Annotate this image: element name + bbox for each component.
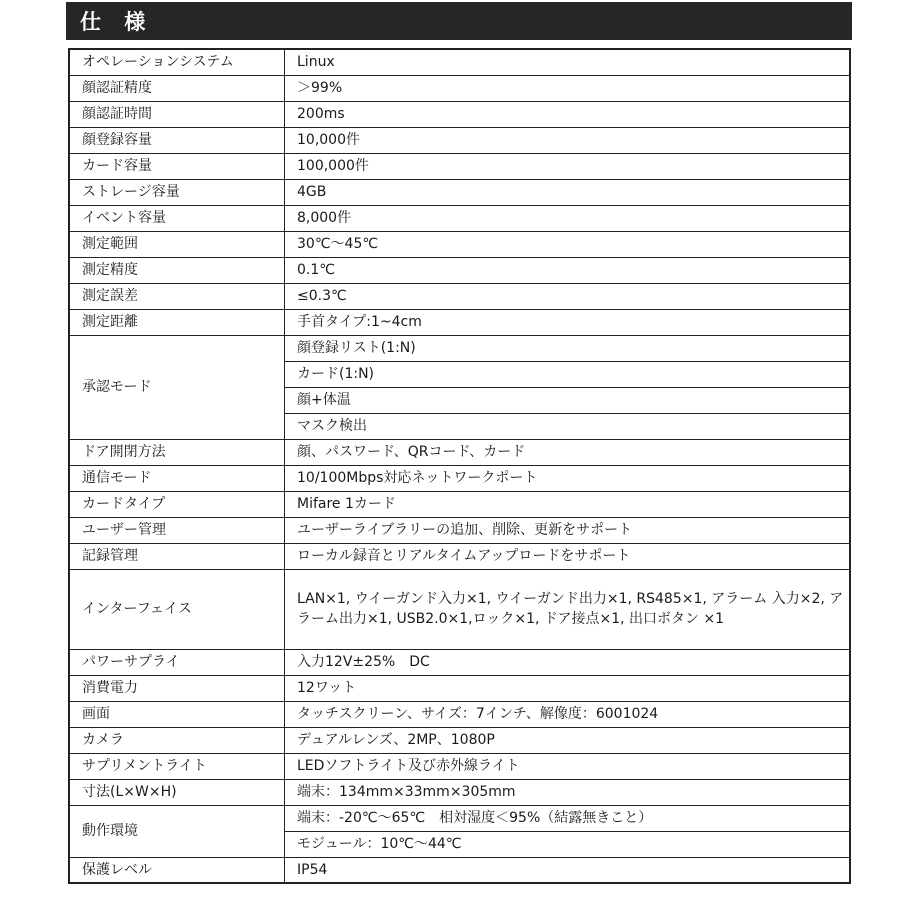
spec-label: 寸法(L×W×H) <box>69 779 285 805</box>
spec-value: デュアルレンズ、2MP、1080P <box>285 727 851 753</box>
spec-value: ≤0.3℃ <box>285 283 851 309</box>
spec-value: Linux <box>285 49 851 75</box>
spec-value: 顔+体温 <box>285 387 851 413</box>
spec-value: マスク検出 <box>285 413 851 439</box>
spec-label: イベント容量 <box>69 205 285 231</box>
spec-value: 200ms <box>285 101 851 127</box>
table-row <box>69 675 850 701</box>
table-row <box>69 805 850 831</box>
table-row <box>69 153 850 179</box>
spec-label: カード容量 <box>69 153 285 179</box>
spec-label: カメラ <box>69 727 285 753</box>
table-row <box>69 49 850 75</box>
table-row <box>69 491 850 517</box>
spec-value: 10,000件 <box>285 127 851 153</box>
spec-label: インターフェイス <box>69 569 285 649</box>
table-row <box>69 439 850 465</box>
spec-label: ストレージ容量 <box>69 179 285 205</box>
table-row <box>69 649 850 675</box>
spec-label: カードタイプ <box>69 491 285 517</box>
spec-label: 承認モード <box>69 335 285 439</box>
spec-label: 測定範囲 <box>69 231 285 257</box>
spec-value: 0.1℃ <box>285 257 851 283</box>
table-row <box>69 205 850 231</box>
section-header <box>66 2 852 40</box>
spec-value: 100,000件 <box>285 153 851 179</box>
spec-label: ドア開閉方法 <box>69 439 285 465</box>
table-row <box>69 569 850 649</box>
table-row <box>69 231 850 257</box>
spec-label: 顔認証精度 <box>69 75 285 101</box>
spec-value: ユーザーライブラリーの追加、削除、更新をサポート <box>285 517 851 543</box>
spec-value: ローカル録音とリアルタイムアップロードをサポート <box>285 543 851 569</box>
spec-label: サプリメントライト <box>69 753 285 779</box>
table-row <box>69 857 850 883</box>
spec-label: 保護レベル <box>69 857 285 883</box>
spec-value: 入力12V±25% DC <box>285 649 851 675</box>
spec-value: カード(1:N) <box>285 361 851 387</box>
spec-value: Mifare 1カード <box>285 491 851 517</box>
table-row <box>69 517 850 543</box>
table-row <box>69 727 850 753</box>
spec-value: 端末：134mm×33mm×305mm <box>285 779 851 805</box>
spec-label: 消費電力 <box>69 675 285 701</box>
table-row <box>69 101 850 127</box>
spec-value: 30℃～45℃ <box>285 231 851 257</box>
spec-value: 12ワット <box>285 675 851 701</box>
spec-value: 顔、パスワード、QRコード、カード <box>285 439 851 465</box>
table-row <box>69 753 850 779</box>
spec-label: オペレーションシステム <box>69 49 285 75</box>
spec-value: 10/100Mbps対応ネットワークポート <box>285 465 851 491</box>
spec-label: 顔登録容量 <box>69 127 285 153</box>
section-title: 仕 様 <box>80 10 154 34</box>
table-row <box>69 309 850 335</box>
spec-value: 4GB <box>285 179 851 205</box>
spec-label: 測定誤差 <box>69 283 285 309</box>
spec-value: 顔登録リスト(1:N) <box>285 335 851 361</box>
spec-label: 記録管理 <box>69 543 285 569</box>
spec-label: 測定距離 <box>69 309 285 335</box>
table-row <box>69 283 850 309</box>
spec-value: 端末：-20℃～65℃ 相対湿度＜95%（結露無きこと） <box>285 805 851 831</box>
table-row <box>69 335 850 361</box>
spec-label: 通信モード <box>69 465 285 491</box>
table-row <box>69 701 850 727</box>
table-row <box>69 75 850 101</box>
spec-label: パワーサプライ <box>69 649 285 675</box>
spec-value: 手首タイプ:1~4cm <box>285 309 851 335</box>
spec-value: ＞99% <box>285 75 851 101</box>
spec-table <box>68 48 851 884</box>
spec-label: ユーザー管理 <box>69 517 285 543</box>
spec-value: LAN×1, ウイーガンド入力×1, ウイーガンド出力×1, RS485×1, アラーム 入力×2, アラーム出力×1, USB2.0×1,ロック×1, ドア接点×1, 出口ボタン ×1 <box>285 569 851 649</box>
table-row <box>69 465 850 491</box>
spec-value: 8,000件 <box>285 205 851 231</box>
spec-value: LEDソフトライト及び赤外線ライト <box>285 753 851 779</box>
table-row <box>69 257 850 283</box>
spec-label: 顔認証時間 <box>69 101 285 127</box>
table-row <box>69 543 850 569</box>
spec-label: 動作環境 <box>69 805 285 857</box>
table-row <box>69 779 850 805</box>
table-row <box>69 127 850 153</box>
spec-value: タッチスクリーン、サイズ：7インチ、解像度：6001024 <box>285 701 851 727</box>
spec-label: 測定精度 <box>69 257 285 283</box>
table-row <box>69 179 850 205</box>
spec-value: IP54 <box>285 857 851 883</box>
spec-value: モジュール：10℃～44℃ <box>285 831 851 857</box>
spec-label: 画面 <box>69 701 285 727</box>
